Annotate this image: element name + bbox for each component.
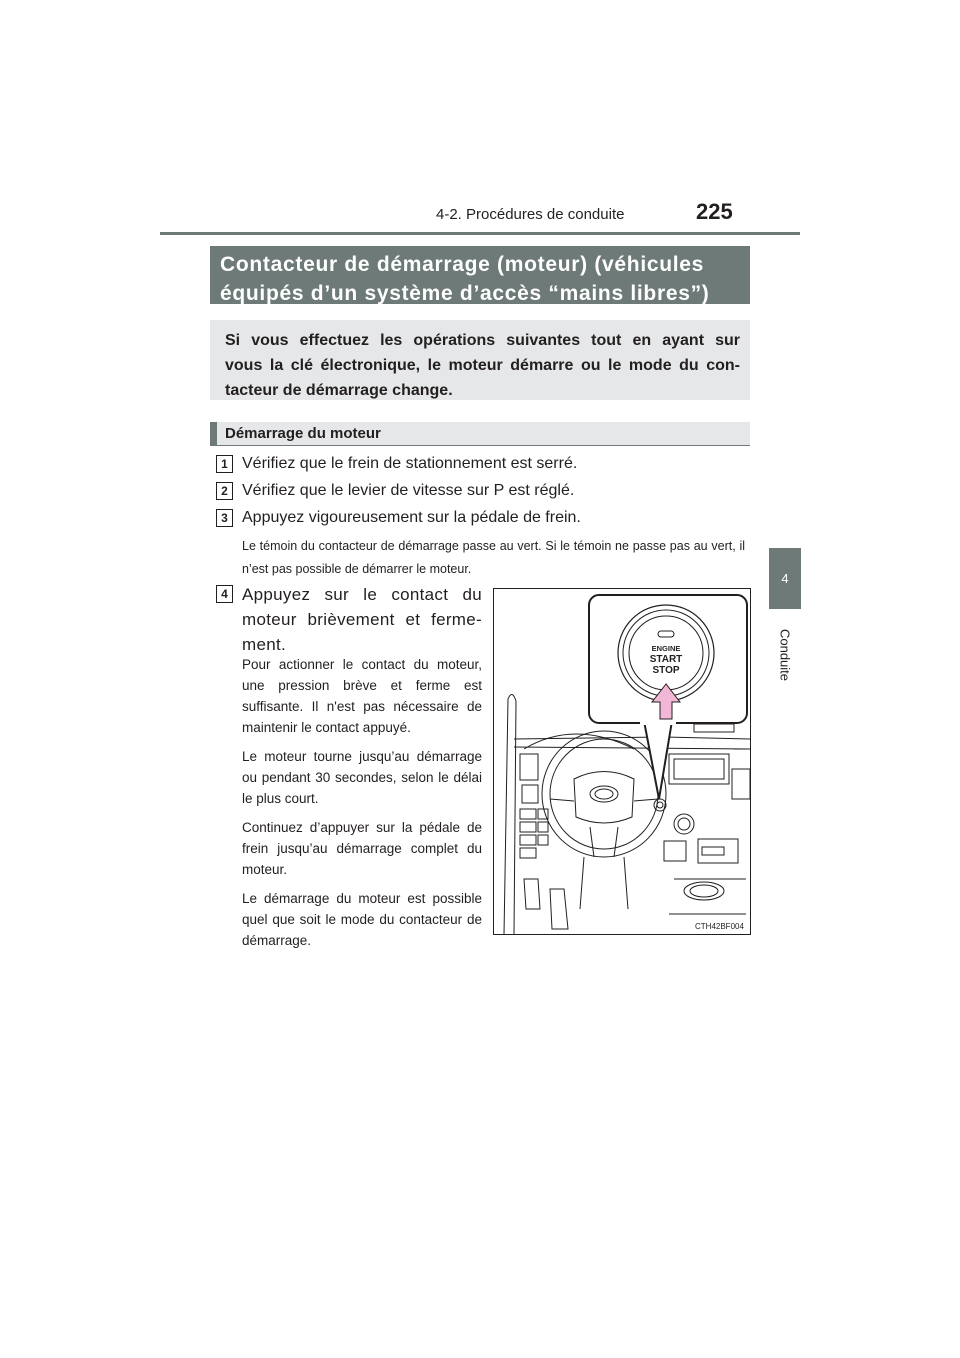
button-label-engine: ENGINE [651, 644, 681, 653]
intro-line: tacteur de démarrage change. [225, 382, 453, 399]
subsection-rule [210, 445, 750, 446]
subsection-marker [210, 422, 217, 445]
intro-line: Si vous effectuez les opérations suivantes tout en ayant sur [225, 332, 740, 349]
intro-box [210, 320, 750, 400]
subsection-title: Démarrage du moteur [225, 425, 381, 442]
title-line-1: Contacteur de démarrage (moteur) (véhicules [220, 253, 705, 276]
running-header-section: 4-2. Procédures de conduite [436, 206, 625, 223]
paragraph: Pour actionner le contact du moteur, une pression brève et ferme est suffisante. Il n'est pas nécessaire de maintenir le contact appuyé. [242, 657, 482, 735]
step-number-2: 2 [216, 482, 233, 500]
step-number-1: 1 [216, 455, 233, 473]
title-line-2: équipés d’un système d’accès “mains libres”) [220, 282, 710, 305]
button-label-stop: STOP [652, 665, 680, 676]
paragraph: Le moteur tourne jusqu’au démarrage ou pendant 30 secondes, selon le délai le plus court. [242, 749, 482, 806]
step-text-3: Appuyez vigoureusement sur la pédale de frein. [242, 509, 581, 526]
step-3-note: Le témoin du contacteur de démarrage passe au vert. Si le témoin ne passe pas au vert, il n’est pas possible de démarrer le moteur. [242, 539, 745, 576]
paragraph: Le démarrage du moteur est possible quel que soit le mode du contacteur de démarrage. [242, 891, 482, 948]
step-4-paragraphs [242, 654, 482, 959]
step-4-line: ment. [242, 635, 287, 654]
chapter-label-text: Conduite [777, 628, 793, 682]
dashboard-drawing [494, 589, 750, 934]
paragraph: Continuez d’appuyer sur la pédale de frein jusqu’au démarrage complet du moteur. [242, 820, 482, 877]
header-rule [160, 232, 800, 235]
step-4-line: moteur brièvement et ferme- [242, 610, 482, 629]
step-number-3: 3 [216, 509, 233, 527]
figure-code: CTH42BF004 [695, 922, 744, 931]
dashboard-illustration [493, 588, 751, 935]
step-text-1: Vérifiez que le frein de stationnement est serré. [242, 455, 578, 472]
intro-line: vous la clé électronique, le moteur démarre ou le mode du con- [225, 357, 740, 374]
step-text-2: Vérifiez que le levier de vitesse sur P est réglé. [242, 482, 575, 499]
step-4-line: Appuyez sur le contact du [242, 585, 482, 604]
page-title [210, 246, 750, 304]
chapter-label [767, 620, 803, 690]
chapter-tab: 4 [769, 548, 801, 609]
step-text-4 [242, 582, 482, 657]
step-number-4: 4 [216, 585, 233, 603]
button-label-start: START [649, 654, 683, 665]
page-number: 225 [696, 199, 733, 224]
